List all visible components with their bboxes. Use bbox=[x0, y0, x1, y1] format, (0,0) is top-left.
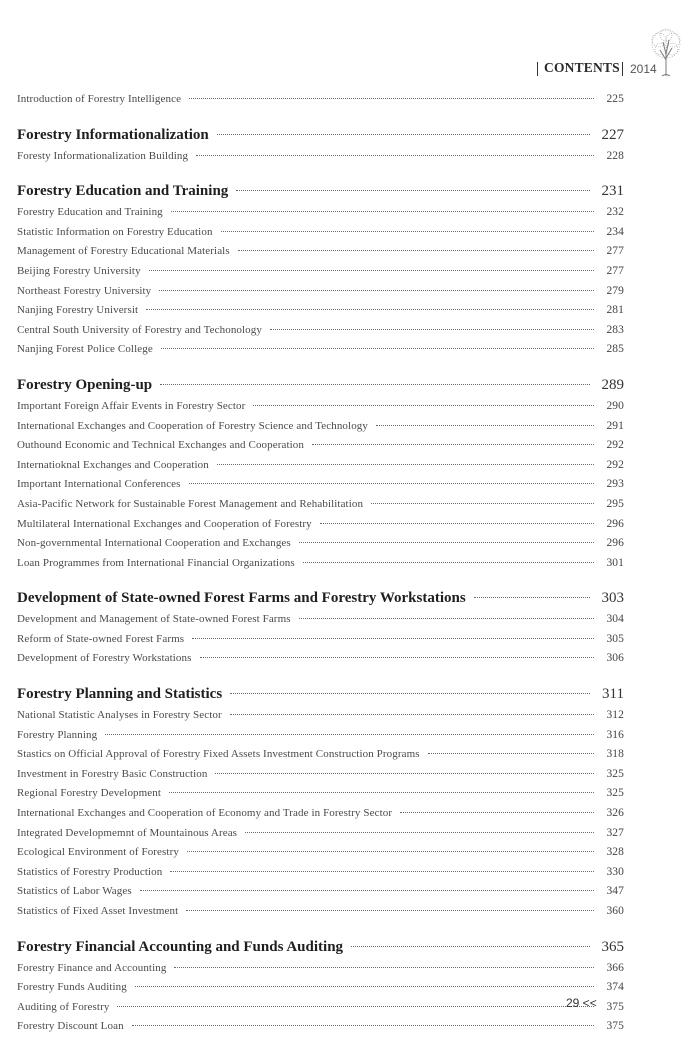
toc-entry-page: 318 bbox=[606, 748, 624, 761]
dot-leader bbox=[189, 483, 594, 484]
toc-entry-page: 304 bbox=[606, 613, 624, 626]
section-title: Development of State-owned Forest Farms and Forestry Workstations bbox=[17, 590, 466, 607]
section-title: Forestry Education and Training bbox=[17, 183, 229, 200]
toc-entry-title: International Exchanges and Cooperation of Forestry Science and Technology bbox=[17, 419, 368, 432]
toc-entry[interactable] bbox=[17, 324, 624, 344]
toc-entry[interactable] bbox=[17, 537, 624, 557]
dot-leader bbox=[159, 290, 594, 291]
toc-entry[interactable] bbox=[17, 557, 624, 577]
toc-entry-title: Integrated Developmemnt of Mountainous Areas bbox=[17, 826, 238, 839]
dot-leader bbox=[428, 753, 594, 754]
toc-entry-title: Statistics of Forestry Production bbox=[17, 865, 163, 878]
dot-leader bbox=[196, 155, 594, 156]
toc-entry-title: Loan Programmes from International Financial Organizations bbox=[17, 556, 295, 569]
toc-entry-page: 325 bbox=[606, 787, 624, 800]
toc-entry-title: Forestry Education and Training bbox=[17, 206, 163, 219]
toc-entry-page: 292 bbox=[606, 439, 624, 452]
dot-leader bbox=[169, 792, 594, 793]
toc-entry[interactable] bbox=[17, 885, 624, 905]
toc-section-heading[interactable] bbox=[17, 127, 624, 150]
toc-section-heading[interactable] bbox=[17, 590, 624, 613]
dot-leader bbox=[270, 329, 594, 330]
toc-entry-page: 375 bbox=[606, 1020, 624, 1033]
toc-entry-page: 281 bbox=[606, 304, 624, 317]
toc-entry[interactable] bbox=[17, 226, 624, 246]
header-divider-left bbox=[537, 62, 538, 76]
toc-entry-page: 305 bbox=[606, 632, 624, 645]
toc-entry[interactable] bbox=[17, 962, 624, 982]
toc-section-heading[interactable] bbox=[17, 377, 624, 400]
toc-entry-title: Ecological Environment of Forestry bbox=[17, 846, 179, 859]
toc-entry-page: 296 bbox=[606, 517, 624, 530]
toc-entry[interactable] bbox=[17, 245, 624, 265]
dot-leader bbox=[105, 734, 594, 735]
toc-entry-page: 295 bbox=[606, 497, 624, 510]
dot-leader bbox=[299, 618, 594, 619]
toc-entry-title: Introduction of Forestry Intelligence bbox=[17, 93, 182, 105]
toc-entry-page: 232 bbox=[606, 206, 624, 219]
toc-entry[interactable] bbox=[17, 768, 624, 788]
toc-entry-title: Stastics on Official Approval of Forestry Fixed Assets Investment Construction Programs bbox=[17, 748, 420, 761]
dot-leader bbox=[187, 851, 594, 852]
dot-leader bbox=[230, 714, 594, 715]
toc-entry-title: Important Foreign Affair Events in Forestry Sector bbox=[17, 399, 246, 412]
toc-entry-page: 366 bbox=[606, 961, 624, 974]
section-title: Forestry Opening-up bbox=[17, 376, 153, 393]
dot-leader bbox=[192, 638, 594, 639]
toc-entry-page: 330 bbox=[606, 865, 624, 878]
dot-leader bbox=[236, 190, 590, 191]
toc-entry-title: Multilateral International Exchanges and Cooperation of Forestry bbox=[17, 517, 312, 530]
toc-entry-title: Forestry Funds Auditing bbox=[17, 981, 127, 994]
toc-entry[interactable] bbox=[17, 439, 624, 459]
toc-entry-intro[interactable] bbox=[17, 93, 624, 113]
toc-entry[interactable] bbox=[17, 304, 624, 324]
toc-entry[interactable] bbox=[17, 265, 624, 285]
toc-entry[interactable] bbox=[17, 420, 624, 440]
toc-entry[interactable] bbox=[17, 613, 624, 633]
section-page: 311 bbox=[602, 686, 624, 703]
toc-entry-page: 306 bbox=[606, 652, 624, 665]
dot-leader bbox=[400, 812, 594, 813]
toc-section-heading[interactable] bbox=[17, 183, 624, 206]
toc-section-heading[interactable] bbox=[17, 686, 624, 709]
toc-entry[interactable] bbox=[17, 206, 624, 226]
toc-entry-page: 234 bbox=[606, 225, 624, 238]
toc-entry-page: 360 bbox=[606, 905, 624, 917]
toc-entry[interactable] bbox=[17, 652, 624, 672]
toc-entry-title: Development and Management of State-owned Forest Farms bbox=[17, 613, 291, 626]
dot-leader bbox=[376, 425, 594, 426]
toc-entry[interactable] bbox=[17, 150, 624, 170]
toc-entry-title: International Exchanges and Cooperation of Economy and Trade in Forestry Sector bbox=[17, 807, 393, 820]
dot-leader bbox=[312, 444, 594, 445]
toc-entry[interactable] bbox=[17, 478, 624, 498]
toc-entry[interactable] bbox=[17, 846, 624, 866]
toc-entry-title: Development of Forestry Workstations bbox=[17, 652, 192, 665]
page-number: 29 << bbox=[566, 996, 597, 1010]
dot-leader bbox=[189, 98, 594, 99]
section-title: Forestry Financial Accounting and Funds Auditing bbox=[17, 938, 344, 955]
toc-entry-title: Beijing Forestry University bbox=[17, 264, 141, 277]
dot-leader bbox=[230, 693, 590, 694]
toc-entry-title: Forestry Discount Loan bbox=[17, 1020, 124, 1033]
dot-leader bbox=[160, 384, 590, 385]
toc-entry-page: 225 bbox=[606, 93, 624, 105]
toc-entry[interactable] bbox=[17, 709, 624, 729]
toc-entry[interactable] bbox=[17, 905, 624, 925]
toc-entry[interactable] bbox=[17, 285, 624, 305]
toc-entry[interactable] bbox=[17, 459, 624, 479]
toc-entry-title: Asia-Pacific Network for Sustainable Forest Management and Rehabilitation bbox=[17, 497, 364, 510]
toc-entry-title: Management of Forestry Educational Materials bbox=[17, 245, 230, 258]
dot-leader bbox=[238, 250, 594, 251]
toc-entry-title: Foresty Informationalization Building bbox=[17, 149, 189, 162]
toc-entry-title: Reform of State-owned Forest Farms bbox=[17, 632, 185, 645]
dot-leader bbox=[186, 910, 594, 911]
toc-entry-page: 285 bbox=[606, 343, 624, 356]
dot-leader bbox=[117, 1006, 594, 1007]
dot-leader bbox=[253, 405, 594, 406]
section-title: Forestry Informationalization bbox=[17, 126, 209, 143]
toc-entry[interactable] bbox=[17, 729, 624, 749]
section-page: 365 bbox=[601, 938, 624, 955]
toc-entry-page: 277 bbox=[606, 245, 624, 258]
toc-entry-page: 316 bbox=[606, 728, 624, 741]
toc-entry-title: Auditing of Forestry bbox=[17, 1000, 110, 1013]
toc-entry[interactable] bbox=[17, 1001, 624, 1021]
toc-entry-page: 277 bbox=[606, 264, 624, 277]
toc-entry[interactable] bbox=[17, 518, 624, 538]
running-header bbox=[0, 56, 691, 86]
toc-entry-page: 327 bbox=[606, 826, 624, 839]
toc-entry-title: Internatioknal Exchanges and Cooperation bbox=[17, 458, 209, 471]
dot-leader bbox=[299, 542, 594, 543]
toc-entry-title: Forestry Planning bbox=[17, 728, 98, 741]
toc-entry-title: Nanjing Forestry Universit bbox=[17, 304, 139, 317]
dot-leader bbox=[320, 523, 594, 524]
header-title: CONTENTS bbox=[544, 60, 620, 75]
toc-entry[interactable] bbox=[17, 981, 624, 1001]
toc-section-heading[interactable] bbox=[17, 939, 624, 962]
toc-entry-page: 325 bbox=[606, 767, 624, 780]
toc-entry[interactable] bbox=[17, 343, 624, 363]
section-page: 289 bbox=[601, 376, 624, 393]
toc-entry-title: Non-governmental International Cooperation and Exchanges bbox=[17, 537, 291, 550]
toc-entry[interactable] bbox=[17, 807, 624, 827]
section-page: 303 bbox=[601, 590, 624, 607]
dot-leader bbox=[351, 946, 590, 947]
toc-entry-page: 228 bbox=[606, 149, 624, 162]
toc-entry-title: Nanjing Forest Police College bbox=[17, 343, 153, 356]
section-page: 231 bbox=[601, 183, 624, 200]
dot-leader bbox=[200, 657, 594, 658]
toc-entry-title: Statistics of Fixed Asset Investment bbox=[17, 905, 179, 917]
dot-leader bbox=[171, 211, 594, 212]
dot-leader bbox=[132, 1025, 594, 1026]
toc-entry-page: 293 bbox=[606, 478, 624, 491]
header-divider-right bbox=[622, 62, 623, 76]
toc-entry-title: Outhound Economic and Technical Exchanges and Cooperation bbox=[17, 439, 304, 452]
toc-entry-title: National Statistic Analyses in Forestry Sector bbox=[17, 709, 222, 722]
dot-leader bbox=[174, 967, 594, 968]
toc-entry-title: Central South University of Forestry and Techonology bbox=[17, 323, 262, 336]
dot-leader bbox=[217, 464, 594, 465]
toc-entry-page: 347 bbox=[606, 885, 624, 898]
dot-leader bbox=[215, 773, 594, 774]
toc-entry-title: Forestry Finance and Accounting bbox=[17, 961, 167, 974]
toc-entry-page: 328 bbox=[606, 846, 624, 859]
toc-entry-page: 326 bbox=[606, 807, 624, 820]
toc-entry[interactable] bbox=[17, 866, 624, 886]
toc-entry-page: 290 bbox=[606, 399, 624, 412]
dot-leader bbox=[303, 562, 594, 563]
toc-entry-title: Statistics of Labor Wages bbox=[17, 885, 132, 898]
toc-entry-page: 312 bbox=[606, 709, 624, 722]
dot-leader bbox=[161, 348, 594, 349]
toc-entry-title: Northeast Forestry University bbox=[17, 284, 152, 297]
toc-entry[interactable] bbox=[17, 633, 624, 653]
toc-entry[interactable] bbox=[17, 1020, 624, 1040]
toc-entry[interactable] bbox=[17, 498, 624, 518]
toc-entry-title: Regional Forestry Development bbox=[17, 787, 162, 800]
dot-leader bbox=[170, 871, 594, 872]
section-page: 227 bbox=[601, 126, 624, 143]
toc-entry-title: Investment in Forestry Basic Construction bbox=[17, 767, 208, 780]
table-of-contents bbox=[17, 93, 624, 1040]
toc-entry-page: 374 bbox=[606, 981, 624, 994]
toc-entry-page: 291 bbox=[606, 419, 624, 432]
toc-entry[interactable] bbox=[17, 787, 624, 807]
toc-entry[interactable] bbox=[17, 827, 624, 847]
toc-entry[interactable] bbox=[17, 400, 624, 420]
header-year: 2014 bbox=[630, 62, 657, 76]
tree-icon bbox=[645, 26, 687, 78]
dot-leader bbox=[474, 597, 590, 598]
toc-entry-title: Statistic Information on Forestry Education bbox=[17, 225, 213, 238]
toc-entry-title: Important International Conferences bbox=[17, 478, 181, 491]
dot-leader bbox=[217, 134, 590, 135]
dot-leader bbox=[221, 231, 594, 232]
dot-leader bbox=[146, 309, 594, 310]
section-title: Forestry Planning and Statistics bbox=[17, 686, 223, 703]
dot-leader bbox=[245, 832, 594, 833]
toc-entry-page: 279 bbox=[606, 284, 624, 297]
toc-entry-page: 301 bbox=[606, 556, 624, 569]
dot-leader bbox=[135, 986, 594, 987]
dot-leader bbox=[140, 890, 594, 891]
toc-entry-page: 375 bbox=[606, 1000, 624, 1013]
toc-entry-page: 296 bbox=[606, 537, 624, 550]
toc-entry-page: 283 bbox=[606, 323, 624, 336]
toc-entry[interactable] bbox=[17, 748, 624, 768]
dot-leader bbox=[371, 503, 594, 504]
dot-leader bbox=[149, 270, 594, 271]
toc-entry-page: 292 bbox=[606, 458, 624, 471]
